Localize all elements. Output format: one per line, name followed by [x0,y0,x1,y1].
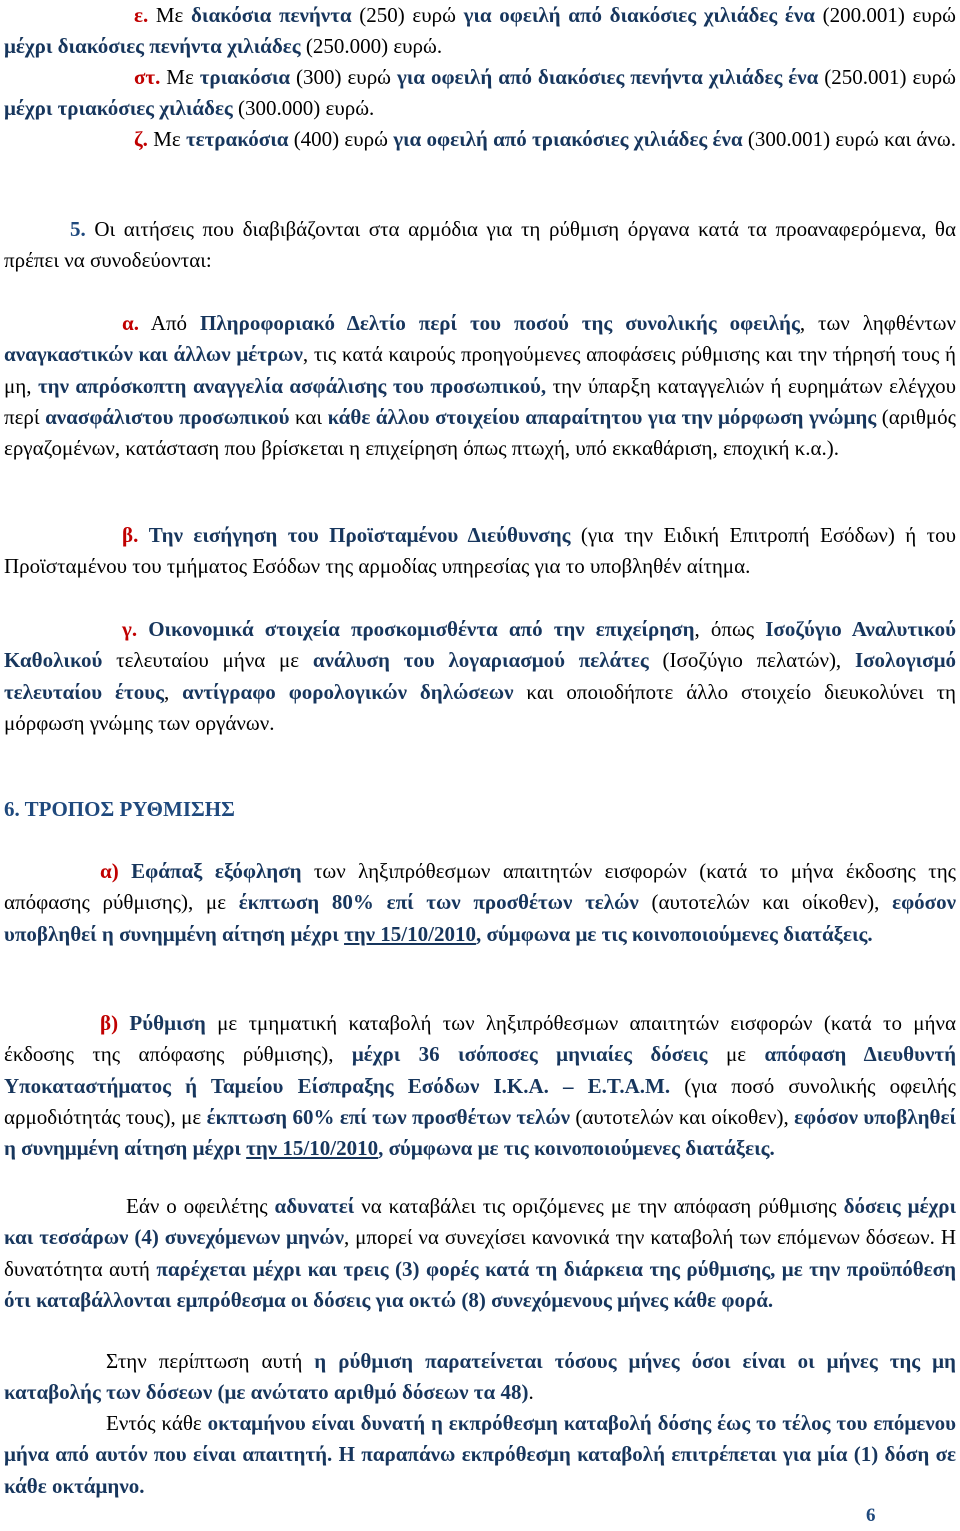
list-marker: β. [122,523,139,547]
list-marker: ε. [134,3,149,27]
paragraph-entos: Εντός κάθε οκταμήνου είναι δυνατή η εκπρόθεσμη καταβολή δόσης έως το τέλος του επόμενου μήνα από αυτόν που είναι απαιτητή. Η παραπάνω εκπρόθεσμη καταβολή επιτρέπεται για μία (1) δόση σε κάθε οκτάμηνο. [4,1411,956,1498]
deadline-date: την 15/10/2010 [344,921,476,946]
page-number: 6 [866,1505,876,1526]
paragraph-z: ζ. Με τετρακόσια (400) ευρώ για οφειλή από τριακόσιες χιλιάδες ένα (300.001) ευρώ και άνω. [134,127,956,151]
section-number: 5. [70,217,86,241]
list-marker: γ. [122,617,138,641]
list-marker: στ. [134,65,161,89]
paragraph-a: α. Από Πληροφοριακό Δελτίο περί του ποσού της συνολικής οφειλής, των ληφθέντων αναγκαστικών και άλλων μέτρων, τις κατά καιρούς προηγούμενες αποφάσεις ρύθμισης και την τήρησή τους ή μη, την απρόσκοπτη αναγγελία ασφάλισης του προσωπικού, την ύπαρξη καταγγελιών ή ευρημάτων ελέγχου περί ανασφάλιστου προσωπικού και κάθε άλλου στοιχείου απαραίτητου για την μόρφωση γνώμης (αριθμός εργαζομένων, κατάσταση που βρίσκεται η επιχείρηση όπως πτωχή, υπό εκκαθάριση, εποχική κ.α.). [4,311,956,461]
paragraph-alpha-rythmisi: α) Εφάπαξ εξόφληση των ληξιπρόθεσμων απαιτητών εισφορών (κατά το μήνα έκδοσης της απόφασης ρύθμισης), με έκπτωση 80% επί των προσθέτων τελών (αυτοτελών και οίκοθεν), εφόσον υποβληθεί η συνημμένη αίτηση μέχρι την 15/10/2010, σύμφωνα με τις κοινοποιούμενες διατάξεις. [4,859,956,946]
paragraph-5: 5. Οι αιτήσεις που διαβιβάζονται στα αρμόδια για τη ρύθμιση όργανα κατά τα προαναφερόμενα, θα πρέπει να συνοδεύονται: [4,217,956,273]
paragraph-periptosi: Στην περίπτωση αυτή η ρύθμιση παρατείνεται τόσους μήνες όσοι είναι οι μήνες της μη καταβολής των δόσεων (με ανώτατο αριθμό δόσεων τα 48). [4,1349,956,1405]
list-marker: α) [100,859,119,883]
list-marker: β) [100,1011,119,1035]
deadline-date: την 15/10/2010 [246,1136,379,1161]
list-marker: α. [122,311,139,335]
list-marker: ζ. [134,127,148,151]
paragraph-st: στ. Με τριακόσια (300) ευρώ για οφειλή από διακόσιες πενήντα χιλιάδες ένα (250.001) ευρώ μέχρι τριακόσιες χιλιάδες (300.000) ευρώ. [4,65,956,121]
paragraph-g: γ. Οικονομικά στοιχεία προσκομισθέντα από την επιχείρηση, όπως Ισοζύγιο Αναλυτικού Καθολικού τελευταίου μήνα με ανάλυση του λογαριασμού πελάτες (Ισοζύγιο πελατών), Ισολογισμό τελευταίου έτους, αντίγραφο φορολογικών δηλώσεων και οποιοδήποτε άλλο στοιχείο διευκολύνει τη μόρφωση γνώμης των οργάνων. [4,617,957,735]
section-6-title: 6. ΤΡΟΠΟΣ ΡΥΘΜΙΣΗΣ [4,797,235,821]
paragraph-ean: Εάν ο οφειλέτης αδυνατεί να καταβάλει τις οριζόμενες με την απόφαση ρύθμισης δόσεις μέχρι και τεσσάρων (4) συνεχόμενων μηνών, μπορεί να συνεχίσει κανονικά την καταβολή των επόμενων δόσεων. Η δυνατότητα αυτή παρέχεται μέχρι και τρεις (3) φορές κατά τη διάρκεια της ρύθμισης, με την προϋπόθεση ότι καταβάλλονται εμπρόθεσμα οι δόσεις για οκτώ (8) συνεχόμενους μήνες κάθε φορά. [4,1194,956,1312]
paragraph-beta-rythmisi: β) Ρύθμιση με τμηματική καταβολή των ληξιπρόθεσμων απαιτητών εισφορών (κατά το μήνα έκδοσης της απόφασης ρύθμισης), μέχρι 36 ισόποσες μηνιαίες δόσεις με απόφαση Διευθυντή Υποκαταστήματος ή Ταμείου Είσπραξης Εσόδων Ι.Κ.Α. – Ε.Τ.Α.Μ. (για ποσό συνολικής οφειλής αρμοδιότητάς τους), με έκπτωση 60% επί των προσθέτων τελών (αυτοτελών και οίκοθεν), εφόσον υποβληθεί η συνημμένη αίτηση μέχρι την 15/10/2010, σύμφωνα με τις κοινοποιούμενες διατάξεις. [4,1011,957,1161]
paragraph-epsilon: ε. Με διακόσια πενήντα (250) ευρώ για οφειλή από διακόσιες χιλιάδες ένα (200.001) ευρώ μέχρι διακόσιες πενήντα χιλιάδες (250.000) ευρώ. [4,3,956,59]
paragraph-b: β. Την εισήγηση του Προϊσταμένου Διεύθυνσης (για την Ειδική Επιτροπή Εσόδων) ή του Προϊσταμένου του τμήματος Εσόδων της αρμοδίας υπηρεσίας για το υποβληθέν αίτημα. [4,523,956,579]
